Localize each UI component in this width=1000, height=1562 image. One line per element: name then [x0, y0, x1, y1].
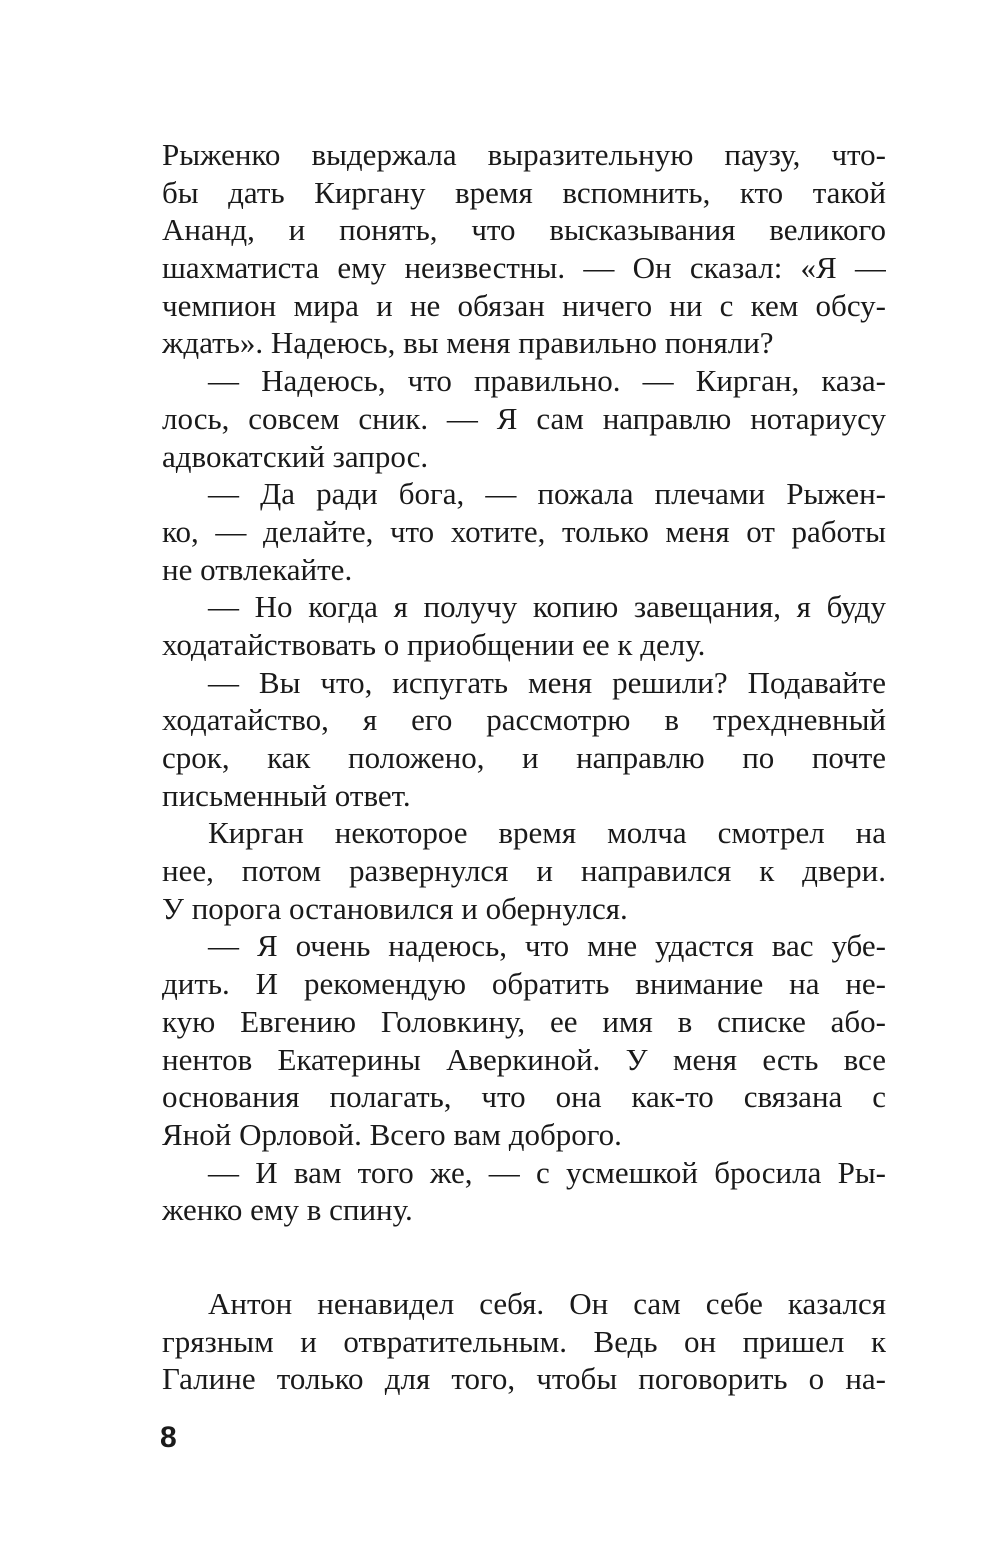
text-section-2: [162, 1285, 886, 1398]
text-line: письменный ответ.: [162, 777, 411, 813]
text-line: срок, как положено, и направлю по почте: [162, 740, 886, 775]
text-line: Антон ненавидел себя. Он сам себе казался: [208, 1286, 886, 1321]
text-line: нентов Екатерины Аверкиной. У меня есть все: [162, 1041, 886, 1077]
text-line: Рыженко выдержала выразительную паузу, что-: [162, 137, 886, 172]
text-line: шахматиста ему неизвестны. — Он сказал: «Я —: [162, 250, 886, 286]
text-line: кую Евгению Головкину, ее имя в списке або-: [162, 1003, 886, 1039]
text-line: грязным и отвратительным. Ведь он пришел к: [162, 1323, 886, 1359]
text-line: чемпион мира и не обязан ничего ни с кем обсу-: [162, 287, 886, 323]
text-line: Галине только для того, чтобы поговорить о на-: [162, 1361, 886, 1397]
text-section-1: [162, 136, 886, 1229]
text-line: женко ему в спину.: [162, 1192, 413, 1228]
text-line: не отвлекайте.: [162, 551, 353, 587]
text-line: — Но когда я получу копию завещания, я буду: [208, 589, 886, 625]
text-line: Яной Орловой. Всего вам доброго.: [162, 1116, 622, 1152]
text-line: Ананд, и понять, что высказывания великого: [162, 212, 886, 248]
page-number: 8: [160, 1421, 177, 1454]
text-line: — Я очень надеюсь, что мне удастся вас убе-: [208, 928, 886, 964]
text-line: ждать». Надеюсь, вы меня правильно поняли?: [162, 325, 774, 361]
text-line: основания полагать, что она как-то связана с: [162, 1079, 886, 1115]
text-line: ко, — делайте, что хотите, только меня от работы: [162, 513, 886, 549]
text-line: бы дать Киргану время вспомнить, кто такой: [162, 174, 886, 210]
text-line: — Да ради бога, — пожала плечами Рыжен-: [208, 476, 886, 512]
text-line: лось, совсем сник. — Я сам направлю нотариусу: [162, 400, 886, 436]
text-line: дить. И рекомендую обратить внимание на не-: [162, 966, 886, 1002]
text-line: адвокатский запрос.: [162, 438, 429, 474]
text-line: ходатайство, я его рассмотрю в трехдневный: [162, 702, 886, 738]
text-line: ходатайствовать о приобщении ее к делу.: [162, 626, 706, 662]
text-line: — Надеюсь, что правильно. — Кирган, каза-: [208, 363, 886, 399]
text-line: — И вам того же, — с усмешкой бросила Ры-: [208, 1154, 886, 1190]
text-line: Кирган некоторое время молча смотрел на: [208, 815, 886, 851]
text-line: У порога остановился и обернулся.: [162, 890, 628, 926]
text-line: нее, потом развернулся и направился к двери.: [162, 853, 886, 889]
text-line: — Вы что, испугать меня решили? Подавайте: [208, 664, 886, 700]
